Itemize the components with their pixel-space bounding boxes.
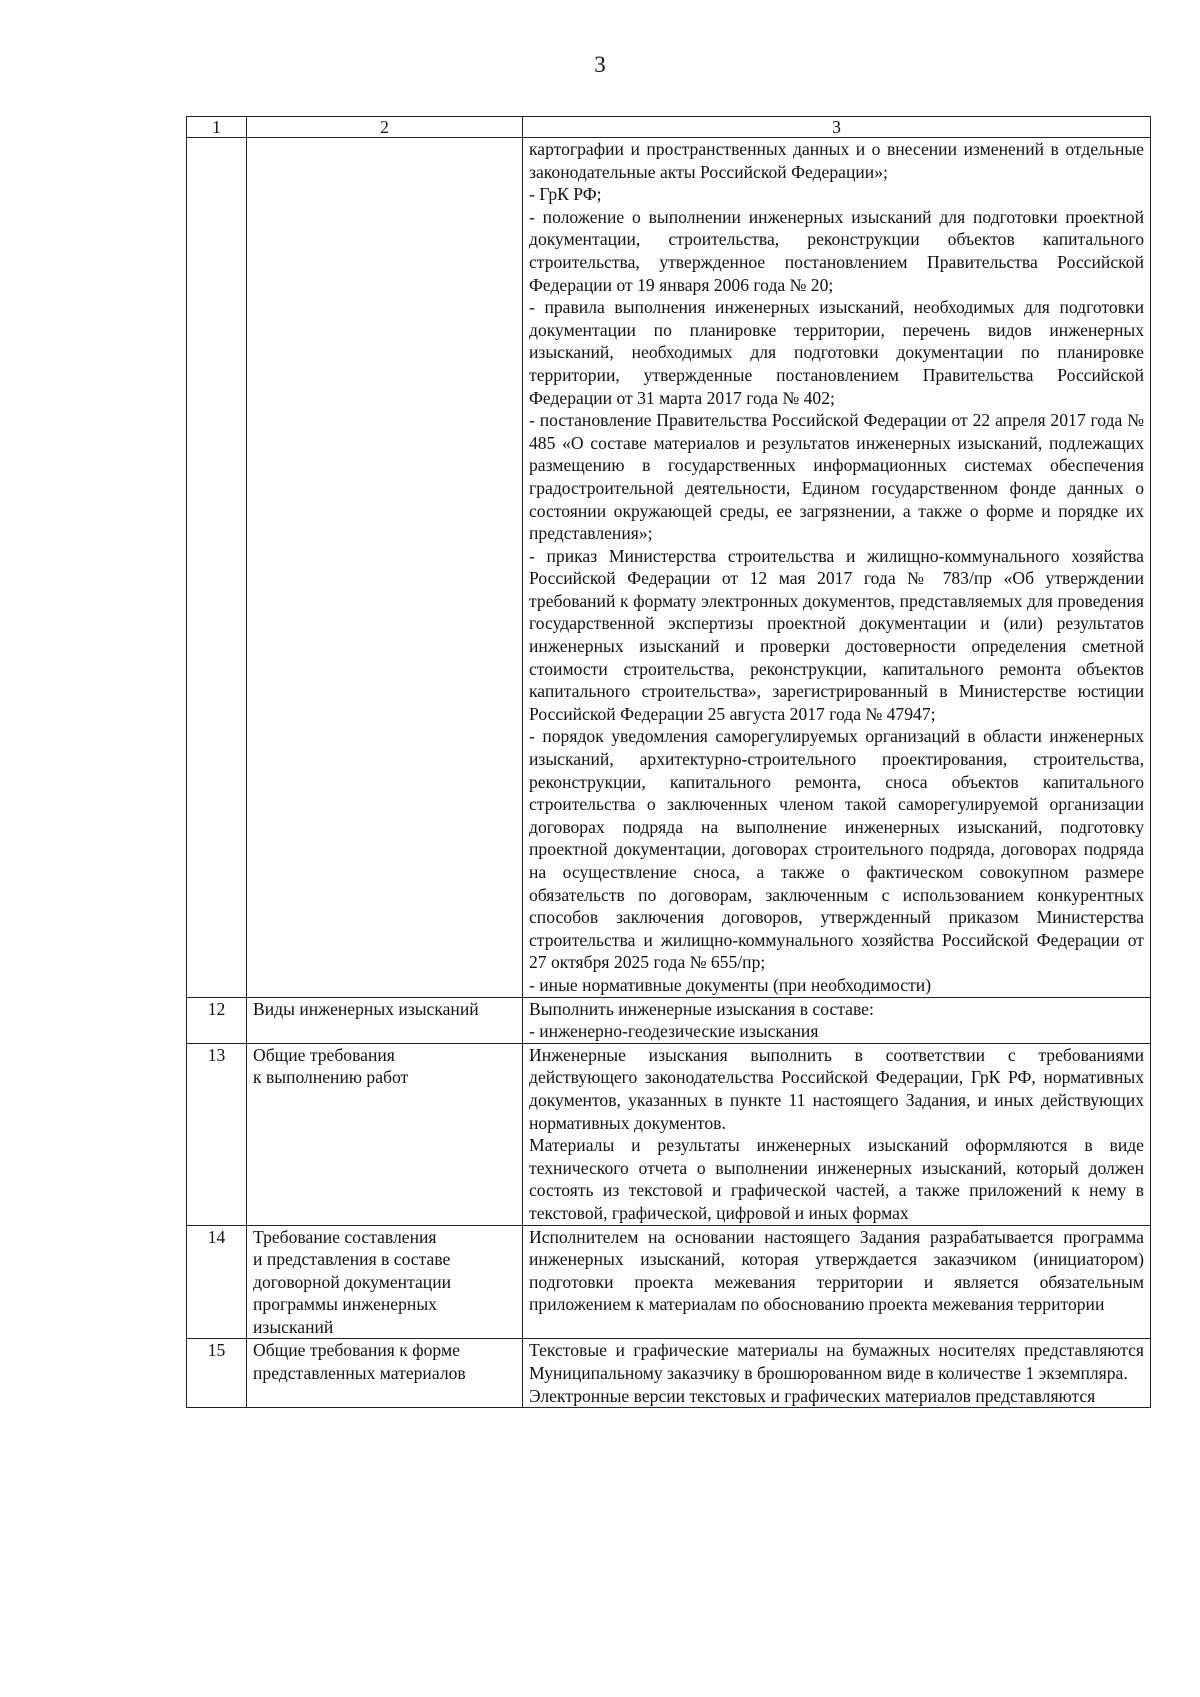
table-row xyxy=(187,1225,1151,1339)
row-number: 13 xyxy=(187,1043,247,1225)
row-content xyxy=(523,1225,1151,1339)
content-paragraph: - инженерно-геодезические изыскания xyxy=(529,1021,819,1042)
row-number: 14 xyxy=(187,1225,247,1339)
row-title xyxy=(247,138,523,998)
row-title-line: к выполнению работ xyxy=(253,1067,409,1088)
row-title-line: представленных материалов xyxy=(253,1363,466,1384)
row-number: 12 xyxy=(187,997,247,1043)
content-paragraph: Электронные версии текстовых и графических материалов представляются xyxy=(529,1385,1096,1406)
table-row xyxy=(187,1043,1151,1225)
row-number: 15 xyxy=(187,1339,247,1408)
content-paragraph: Исполнителем на основании настоящего Задания разрабатывается программа инженерных изысканий, которая утверждается заказчиком (инициатором) подготовки проекта межевания территории и является обязательным приложением к материалам по обоснованию проекта межевания территории xyxy=(529,1226,1144,1315)
row-title xyxy=(247,1339,523,1408)
row-title xyxy=(247,997,523,1043)
content-paragraph: - иные нормативные документы (при необходимости) xyxy=(529,974,932,995)
content-paragraph: Выполнить инженерные изыскания в составе: xyxy=(529,998,874,1019)
table-header-row xyxy=(187,117,1151,138)
requirements-table xyxy=(186,116,1151,1408)
content-paragraph: Материалы и результаты инженерных изысканий оформляются в виде технического отчета о выполнении инженерных изысканий, который должен состоять из текстовой и графической частей, а также приложений к нему в текстовой, графической, цифровой и иных формах xyxy=(529,1135,1144,1223)
header-cell-1: 1 xyxy=(187,117,247,138)
row-title-line: программы инженерных xyxy=(253,1294,437,1315)
header-cell-3: 3 xyxy=(523,117,1151,138)
row-content xyxy=(523,1043,1151,1225)
table-row xyxy=(187,1339,1151,1408)
content-paragraph: - порядок уведомления саморегулируемых организаций в области инженерных изысканий, архитектурно-строительного проектирования, строительства, реконструкции, капитального ремонта, сноса объектов капитального строительства о заключенных членом такой саморегулируемой организации договорах подряда на выполнение инженерных изысканий, подготовку проектной документации, договорах строительного подряда, договорах подряда на осуществление сноса, а также о фактическом совокупном размере обязательств по договорам, заключенным с использованием конкурентных способов заключения договоров, утвержденный приказом Министерства строительства и жилищно-коммунального хозяйства Российской Федерации от 27 октября 2025 года № 655/пр; xyxy=(529,726,1144,973)
content-paragraph: - положение о выполнении инженерных изысканий для подготовки проектной документации, строительства, реконструкции объектов капитального строительства, утвержденное постановлением Правительства Российской Федерации от 19 января 2006 года № 20; xyxy=(529,206,1144,295)
row-title-line: и представления в составе xyxy=(253,1249,451,1270)
content-paragraph: - постановление Правительства Российской Федерации от 22 апреля 2017 года № 485 «О составе материалов и результатов инженерных изысканий, подлежащих размещению в государственных информационных системах обеспечения градостроительной деятельности, Едином государственном фонде данных о состоянии окружающей среды, ее загрязнении, а также о форме и порядке их представления»; xyxy=(529,410,1144,544)
content-paragraph: картографии и пространственных данных и о внесении изменений в отдельные законодательные акты Российской Федерации»; xyxy=(529,139,1144,182)
content-paragraph: - ГрК РФ; xyxy=(529,184,602,205)
header-cell-2: 2 xyxy=(247,117,523,138)
row-content xyxy=(523,1339,1151,1408)
content-paragraph: Текстовые и графические материалы на бумажных носителях представляются Муниципальному заказчику в брошюрованном виде в количестве 1 экземпляра. xyxy=(529,1340,1144,1384)
row-title xyxy=(247,1225,523,1339)
row-title-line: Общие требования xyxy=(253,1044,395,1065)
row-title-line: Требование составления xyxy=(253,1226,437,1247)
table-row xyxy=(187,138,1151,998)
content-paragraph: Инженерные изыскания выполнить в соответствии с требованиями действующего законодательства Российской Федерации, ГрК РФ, нормативных документов, указанных в пункте 11 настоящего Задания, и иных действующих нормативных документов. xyxy=(529,1044,1144,1133)
row-title xyxy=(247,1043,523,1225)
row-title-line: Общие требования к форме xyxy=(253,1340,460,1361)
content-paragraph: - правила выполнения инженерных изысканий, необходимых для подготовки документации по планировке территории, перечень видов инженерных изысканий, необходимых для подготовки документации по планировке территории, утвержденные постановлением Правительства Российской Федерации от 31 марта 2017 года № 402; xyxy=(529,297,1144,408)
table-row xyxy=(187,997,1151,1043)
row-number xyxy=(187,138,247,998)
row-title-line: изысканий xyxy=(253,1316,334,1337)
content-paragraph: - приказ Министерства строительства и жилищно-коммунального хозяйства Российской Федерации от 12 мая 2017 года № 783/пр «Об утверждении требований к формату электронных документов, представляемых для проведения государственной экспертизы проектной документации и (или) результатов инженерных изысканий и проверки достоверности определения сметной стоимости строительства, реконструкции, капитального ремонта объектов капитального строительства», зарегистрированный в Министерстве юстиции Российской Федерации 25 августа 2017 года № 47947; xyxy=(529,545,1144,724)
row-content xyxy=(523,138,1151,998)
row-title-line: Виды инженерных изысканий xyxy=(253,998,479,1019)
page-number: 3 xyxy=(594,52,606,77)
row-content xyxy=(523,997,1151,1043)
row-title-line: договорной документации xyxy=(253,1271,452,1292)
